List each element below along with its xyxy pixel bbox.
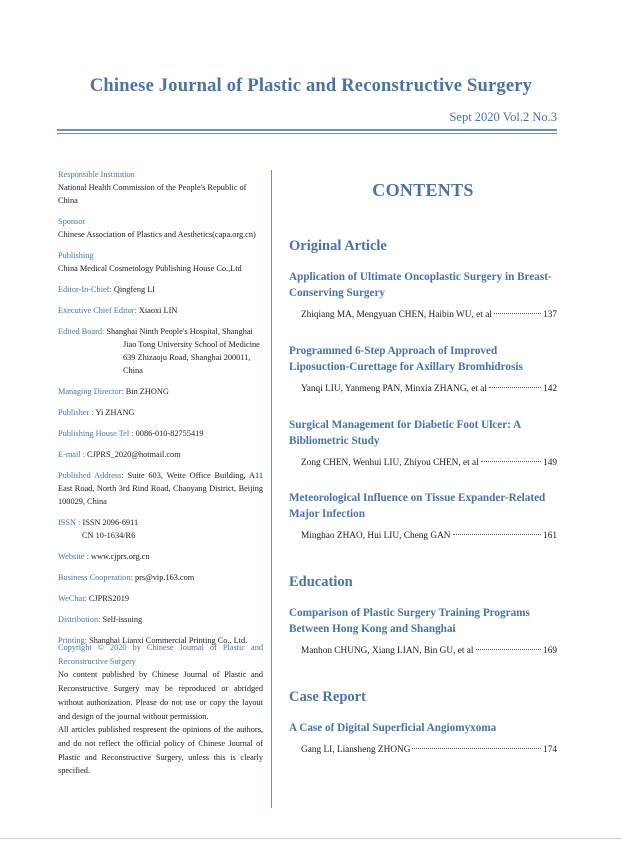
header-rule-bottom	[57, 133, 557, 134]
issue-info: Sept 2020 Vol.2 No.3	[449, 110, 557, 124]
section-heading: Education	[289, 574, 353, 590]
masthead-printing: Printing: Shanghai Lianxi Commercial Printing Co., Ltd.	[58, 636, 248, 645]
article-page: 169	[543, 646, 557, 656]
article-authors: Manhon CHUNG, Xiang LIAN, Bin GU, et al	[301, 646, 474, 656]
masthead-website: Website : www.cjprs.org.cn	[58, 552, 150, 561]
article-authors: Yanqi LIU, Yanmeng PAN, Minxia ZHANG, et al	[301, 384, 487, 394]
article-page: 174	[543, 745, 557, 755]
article-title[interactable]: A Case of Digital Superficial Angiomyxoma	[289, 722, 497, 734]
toc-entry[interactable]	[289, 490, 557, 541]
article-title[interactable]: Comparison of Plastic Surgery Training Programs Between Hong Kong and Shanghai	[289, 607, 530, 635]
dot-leader	[489, 387, 541, 388]
toc-entry[interactable]	[289, 720, 557, 755]
masthead-managing-director: Managing Director: Bin ZHONG	[58, 387, 169, 396]
page-bottom-edge	[0, 838, 622, 839]
dot-leader	[481, 461, 541, 462]
masthead-publishing: Publishing China Medical Cosmetology Publishing House Co.,Ltd	[58, 251, 242, 273]
copyright-paragraph: All articles published respresent the opinions of the authors, and do not reflect the official policy of Chinese Journal of Plastic and Reconstructive Surgery, unless this is clearly specified.	[58, 725, 263, 776]
masthead-email: E-mail : CJPRS_2020@hotmail.com	[58, 450, 181, 459]
masthead-responsible-institution: Responsible Institution National Health Commission of the People's Republic of China	[58, 170, 247, 205]
article-title[interactable]: Meteorological Influence on Tissue Expander-Related Major Infection	[289, 492, 546, 520]
copyright-heading: Copyright © 2020 by Chinese Journal of Plastic and Reconstructive Surgery	[58, 643, 263, 666]
masthead-published-address: Published Address: Suite 603, Weite Office Building, A11 East Road, North 3rd Rind Road, Chaoyang District, Beijing 100029, China	[58, 471, 263, 506]
article-page: 137	[543, 310, 557, 320]
column-divider	[271, 170, 272, 808]
article-title[interactable]: Surgical Management for Diabetic Foot Ulcer: A Bibliometric Study	[289, 419, 521, 447]
header-rule-top	[57, 129, 557, 131]
article-authors: Zhiqiang MA, Mengyuan CHEN, Haibin WU, et al	[301, 310, 492, 320]
masthead-issn: ISSN : ISSN 2096-6911 CN 10-1634/R6	[58, 518, 139, 540]
dot-leader	[494, 313, 541, 314]
masthead-edited-board: Edited Board: Shanghai Ninth People's Hospital, Shanghai Jiao Tong University School of Medicine 639 Zhizaoju Road, Shanghai 200011, China	[58, 327, 260, 375]
toc-entry[interactable]	[289, 417, 557, 468]
masthead-editor-in-chief: Editor-In-Chief: Qingfeng LI	[58, 285, 156, 294]
article-title[interactable]: Application of Ultimate Oncoplastic Surgery in Breast-Conserving Surgery	[289, 271, 552, 299]
toc-entry[interactable]	[289, 269, 557, 320]
copyright-notice	[58, 641, 263, 778]
article-title[interactable]: Programmed 6-Step Approach of Improved Liposuction-Curettage for Axillary Bromhidrosis	[289, 345, 523, 373]
masthead-business-cooperation: Business Cooperation: prs@vip.163.com	[58, 573, 195, 582]
article-authors: Zong CHEN, Wenhui LIU, Zhiyou CHEN, et al	[301, 458, 479, 468]
masthead-publishing-house-tel: Publishing House Tel : 0086-010-82755419	[58, 429, 204, 438]
dot-leader	[453, 534, 542, 535]
toc-entry[interactable]	[289, 605, 557, 656]
copyright-paragraph: No content published by Chinese Journal of Plastic and Reconstructive Surgery may be reproduced or abridged without authorization. Please do not use or copy the layout and design of the journal without permission.	[58, 670, 263, 721]
article-page: 161	[543, 531, 557, 541]
masthead-publisher: Publisher : Yi ZHANG	[58, 408, 135, 417]
article-page: 149	[543, 458, 557, 468]
dot-leader	[476, 649, 542, 650]
contents-heading: CONTENTS	[372, 180, 474, 200]
article-page: 142	[543, 384, 557, 394]
article-authors: Minghao ZHAO, Hui LIU, Cheng GAN	[301, 531, 451, 541]
masthead-wechat: WeChat: CJPRS2019	[58, 594, 130, 603]
toc-entry[interactable]	[289, 343, 557, 394]
dot-leader	[412, 748, 541, 749]
masthead-distribution: Distribution: Self-issuing	[58, 615, 143, 624]
masthead	[58, 168, 263, 655]
article-authors: Gang LI, Liansheng ZHONG	[301, 745, 411, 755]
section-heading: Original Article	[289, 238, 387, 254]
masthead-executive-chief-editor: Executive Chief Editor: Xiaoxi LIN	[58, 306, 178, 315]
masthead-sponsor: Sponsor Chinese Association of Plastics and Aesthetics(capa.org.cn)	[58, 217, 256, 239]
journal-title: Chinese Journal of Plastic and Reconstructive Surgery	[89, 76, 533, 96]
section-heading: Case Report	[289, 689, 366, 705]
